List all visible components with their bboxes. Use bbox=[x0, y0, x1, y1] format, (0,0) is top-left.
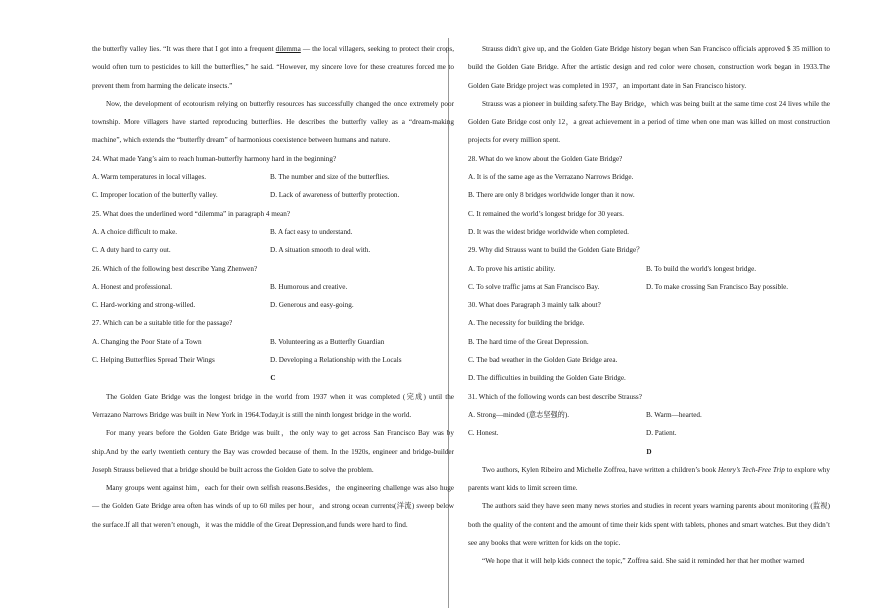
options-row bbox=[92, 278, 454, 296]
option-a: A. Warm temperatures in local villages. bbox=[92, 173, 207, 182]
option-a: A. Changing the Poor State of a Town bbox=[92, 337, 202, 346]
options-row bbox=[468, 278, 830, 296]
option-b: B. Warm—hearted. bbox=[646, 410, 702, 419]
options-row bbox=[468, 406, 830, 424]
option-c: C. A duty hard to carry out. bbox=[92, 246, 171, 255]
book-title: Henry’s Tech-Free Trip bbox=[717, 465, 785, 474]
option-b: B. To build the world's longest bridge. bbox=[646, 264, 757, 273]
left-column bbox=[92, 40, 454, 534]
paragraph: The Golden Gate Bridge was the longest bridge in the world from 1937 when it was completed (完成) until the Verrazano Narrows Bridge was built in New York in 1964.Today,it is still the ninth longest bridge in the world. bbox=[92, 392, 454, 419]
options-row bbox=[468, 424, 830, 442]
option-c: C. The bad weather in the Golden Gate Bridge area. bbox=[468, 356, 618, 365]
option-d: D. Developing a Relationship with the Locals bbox=[270, 356, 402, 365]
question-28: 28. What do we know about the Golden Gate Bridge? bbox=[468, 154, 623, 163]
section-heading-d: D bbox=[646, 447, 652, 456]
paragraph: the butterfly valley lies. “It was there that I got into a frequent dilemma — the local villagers, seeking to protect their crops, would often turn to pesticides to kill the butterflies,” he said. “However, my sincere love for these creatures forced me to prevent them from harming the delicate insects.” bbox=[92, 45, 454, 90]
option-a: A. A choice difficult to make. bbox=[92, 227, 178, 236]
option-b: B. The number and size of the butterflies. bbox=[270, 173, 390, 182]
right-column bbox=[468, 40, 830, 571]
paragraph: Strauss didn't give up, and the Golden Gate Bridge history began when San Francisco officials approved $ 35 million to build the Golden Gate Bridge. After the artistic design and red color were chosen, construction work began in 1933.The Golden Gate Bridge project was completed in 1937，an important date in San Francisco history. bbox=[468, 45, 830, 90]
underlined-word: dilemma bbox=[275, 45, 301, 53]
paragraph: Two authors, Kylen Ribeiro and Michelle Zoffrea, have written a children’s book Henry’s Tech-Free Trip to explore why parents want kids to limit screen time. bbox=[468, 465, 830, 493]
option-a: A. The necessity for building the bridge. bbox=[468, 319, 585, 328]
options-row bbox=[92, 223, 454, 241]
question-31: 31. Which of the following words can best describe Strauss? bbox=[468, 392, 642, 401]
paragraph: The authors said they have seen many news stories and studies in recent years warning parents about monitoring (监视) both the quality of the content and the amount of time their kids spent with tablets, phones and smart watches. But they didn’t see any books that were written for kids on the topic. bbox=[468, 502, 830, 548]
paragraph: Now, the development of ecotourism relying on butterfly resources has successfully changed the once extremely poor township. More villagers have started reproducing butterflies. He describes the butterfly valley as a “dream-making machine”, which extends the “butterfly dream” of harmonious coexistence between humans and nature. bbox=[92, 99, 454, 145]
option-b: B. The hard time of the Great Depression. bbox=[468, 337, 589, 346]
option-b: B. There are only 8 bridges worldwide longer than it now. bbox=[468, 191, 635, 200]
options-row bbox=[92, 186, 454, 204]
option-c: C. Honest. bbox=[468, 429, 499, 438]
option-b: B. A fact easy to understand. bbox=[270, 227, 353, 236]
question-25: 25. What does the underlined word “dilemma” in paragraph 4 mean? bbox=[92, 209, 291, 218]
option-c: C. It remained the world’s longest bridge for 30 years. bbox=[468, 209, 624, 218]
question-24: 24. What made Yang’s aim to reach human-butterfly harmony hard in the beginning? bbox=[92, 154, 337, 163]
option-d: D. The difficulties in building the Golden Gate Bridge. bbox=[468, 374, 626, 383]
option-b: B. Humorous and creative. bbox=[270, 282, 348, 291]
question-30: 30. What does Paragraph 3 mainly talk about? bbox=[468, 301, 601, 310]
option-a: A. To prove his artistic ability. bbox=[468, 264, 556, 273]
options-row bbox=[92, 241, 454, 259]
question-27: 27. Which can be a suitable title for the passage? bbox=[92, 319, 233, 328]
option-b: B. Volunteering as a Butterfly Guardian bbox=[270, 337, 385, 346]
option-c: C. Helping Butterflies Spread Their Wings bbox=[92, 356, 215, 365]
option-d: D. Lack of awareness of butterfly protection. bbox=[270, 191, 400, 200]
option-a: A. It is of the same age as the Verrazano Narrows Bridge. bbox=[468, 173, 634, 182]
options-row bbox=[92, 168, 454, 186]
option-a: A. Strong—minded (意志坚强的). bbox=[468, 410, 570, 419]
options-row bbox=[92, 351, 454, 369]
option-d: D. To make crossing San Francisco Bay possible. bbox=[646, 282, 789, 291]
option-d: D. It was the widest bridge worldwide when completed. bbox=[468, 227, 629, 236]
paragraph: For many years before the Golden Gate Bridge was built，the only way to get across San Francisco Bay was by ship.And by the early twentieth century the Bay was crowded because of them. In the 1920s, engineer and bridge-builder Joseph Strauss believed that a bridge should be built across the Golden Gate to solve the problem. bbox=[92, 429, 454, 474]
options-row bbox=[468, 260, 830, 278]
option-c: C. To solve traffic jams at San Francisco Bay. bbox=[468, 282, 600, 291]
option-c: C. Hard-working and strong-willed. bbox=[92, 301, 196, 310]
question-26: 26. Which of the following best describe Yang Zhenwen? bbox=[92, 264, 258, 273]
option-d: D. Generous and easy-going. bbox=[270, 301, 354, 310]
question-29: 29. Why did Strauss want to build the Golden Gate Bridge？ bbox=[468, 246, 644, 255]
paragraph: “We hope that it will help kids connect the topic,” Zoffrea said. She said it reminded her that her mother warned bbox=[482, 557, 805, 566]
option-d: D. Patient. bbox=[646, 429, 677, 438]
paragraph: Strauss was a pioneer in building safety.The Bay Bridge，which was being built at the same time cost 24 lives while the Golden Gate Bridge cost only 12，a great achievement in a period of time when one man was killed on most construction projects for every million spent. bbox=[468, 99, 830, 145]
paragraph: Many groups went against him，each for their own selfish reasons.Besides，the engineering challenge was also huge — the Golden Gate Bridge area often has winds of up to 60 miles per hour，and strong ocean currents(洋流) sweep below the surface.If all that weren’t enough，it was the middle of the Great Depression,and funds were hard to find. bbox=[92, 484, 454, 529]
options-row bbox=[92, 296, 454, 314]
option-c: C. Improper location of the butterfly valley. bbox=[92, 191, 218, 200]
option-d: D. A situation smooth to deal with. bbox=[270, 246, 371, 255]
section-heading-c: C bbox=[270, 374, 276, 383]
option-a: A. Honest and professional. bbox=[92, 282, 173, 291]
options-row bbox=[92, 333, 454, 351]
